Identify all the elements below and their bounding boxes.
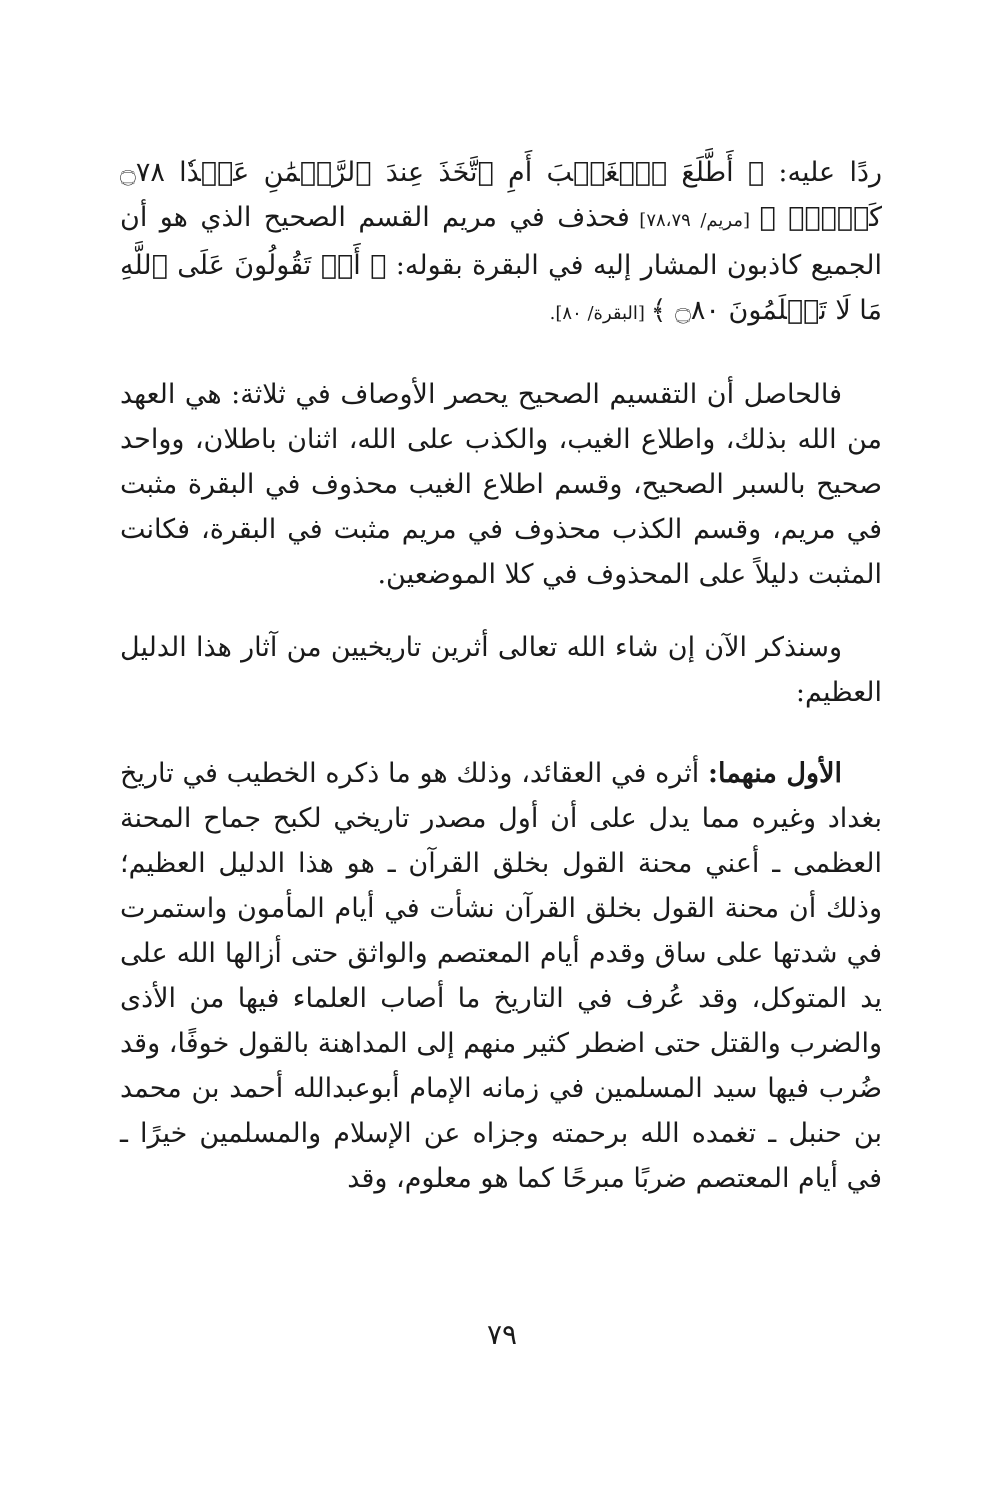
quran-verse: ﴿ أَمۡ تَقُولُونَ عَلَى ٱللَّهِ مَا لَا تَعۡلَمُونَ ۝٨٠ ﴾ xyxy=(120,250,882,326)
paragraph-summary: فالحاصل أن التقسيم الصحيح يحصر الأوصاف في ثلاثة: هي العهد من الله بذلك، واطلاع الغيب، والكذب على الله، اثنان باطلان، وواحد صحيح بالسبر الصحيح، وقسم اطلاع الغيب محذوف في البقرة مثبت في مريم، وقسم الكذب محذوف في مريم مثبت في البقرة، فكانت المثبت دليلاً على المحذوف في كلا الموضعين. xyxy=(120,379,882,590)
paragraph-lead: الأول منهما: xyxy=(708,758,842,789)
paragraph-continuation xyxy=(120,150,882,336)
paragraph-text: ردًا عليه: xyxy=(764,157,883,188)
page-body xyxy=(120,150,882,1486)
verse-reference: [البقرة/ ٨٠]. xyxy=(549,303,651,324)
verse-reference: [مريم/ ٧٨،٧٩] xyxy=(629,210,760,231)
page-number: ٧٩ xyxy=(486,1318,518,1351)
quran-verse: ﴿ أَطَّلَعَ ٱلۡغَيۡبَ أَمِ ٱتَّخَذَ عِندَ ٱلرَّحۡمَٰنِ عَهۡدٗا ۝٧٨ كَلَّاۚ ﴾ xyxy=(120,157,883,233)
paragraph-text: فحذف في مريم القسم الصحيح الذي هو أن الجميع كاذبون المشار إليه في البقرة بقوله: xyxy=(120,202,882,281)
paragraph-text: أثره في العقائد، وذلك هو ما ذكره الخطيب في تاريخ بغداد وغيره مما يدل على أن أول مصدر تاريخي لكبح جماح المحنة العظمى ـ أعني محنة القول بخلق القرآن ـ هو هذا الدليل العظيم؛ وذلك أن محنة القول بخلق القرآن نشأت في أيام المأمون واستمرت في شدتها على ساق وقدم أيام المعتصم والواثق حتى أزالها الله على يد المتوكل، وقد عُرف في التاريخ ما أصاب العلماء فيها من الأذى والضرب والقتل حتى اضطر كثير منهم إلى المداهنة بالقول خوفًا، وقد ضُرب فيها سيد المسلمين في زمانه الإمام أبوعبدالله أحمد بن محمد بن حنبل ـ تغمده الله برحمته وجزاه عن الإسلام والمسلمين خيرًا ـ في أيام المعتصم ضربًا مبرحًا كما هو معلوم، وقد xyxy=(120,758,882,1194)
paragraph-first-effect xyxy=(120,751,882,1201)
paragraph-intro: وسنذكر الآن إن شاء الله تعالى أثرين تاريخيين من آثار هذا الدليل العظيم: xyxy=(120,632,882,708)
